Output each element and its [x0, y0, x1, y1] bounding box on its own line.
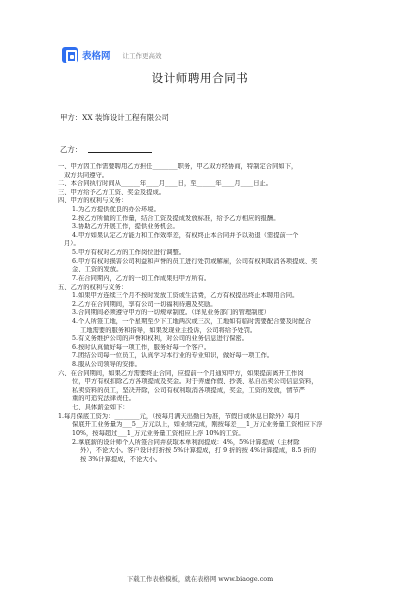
clause-line: 7.团结公司每一位员工，认真学习本行业的专业知识，做好每一项工作。 — [72, 352, 274, 360]
document-title: 设计师聘用合同书 — [151, 71, 249, 85]
clause-line: 3.合同期间必须遵守甲方的一切规章制度。（详见业务部门的管理制度） — [72, 309, 271, 317]
contract-body — [58, 163, 354, 464]
party-b-blank — [88, 145, 152, 153]
clause-line: 五、乙方的权利与义务： — [58, 283, 128, 291]
clause-line: 六、在合同期间，如果乙方需要终止合同，应提前一个月通知甲方，如果提前离开工作岗 — [58, 369, 304, 377]
brand-header — [62, 46, 162, 64]
party-b-label: 乙方： — [60, 145, 83, 154]
clause-line: 4.个人所签工地，一个星期至少下工地两次或三次，工地如有临时需要配合要及时配合 — [72, 317, 311, 325]
clause-line: 保底开工业务量为___5__万元以上，如业绩完成，刚按每差___1_万元业务量工资相应下浮 — [72, 421, 323, 429]
brand-slogan: 让工作更高效 — [122, 51, 162, 60]
clause-line: 1.为乙方提供优良的办公环境。 — [72, 206, 160, 214]
clause-line: 位，甲方有权扣除乙方各项提成及奖金。对于弄虚作假、抄袭、私自出卖公司信息资料， — [72, 378, 318, 386]
clause-line: 七、具体薪金如下： — [72, 404, 129, 412]
clause-line: 按 3%计算提成，不论大小。 — [80, 455, 162, 463]
clause-line: 6.按时认真做好每一项工作，服务好每一个客户。 — [72, 343, 211, 351]
clause-line: 2.按乙方所做的工作量，结合工资及提成发放标准，给予乙方相应的报酬。 — [72, 214, 280, 222]
clause-line: 2.拿底薪的设计师个人所签合同并获取本单利润提成：4%，5%计算提成（主材除 — [72, 438, 300, 446]
clause-line: 二、本合同执行时间从______年____月____日，至______年____月____日止。 — [58, 180, 273, 188]
clause-line: 3.协助乙方开展工作，提供业务机会。 — [72, 223, 179, 231]
clause-line: 重的可追究法律责任。 — [72, 395, 135, 403]
clause-line: 1.每月保底工资为：________元，（按每月满天出勤日为准，节假日或休息日除外）每月 — [58, 412, 301, 420]
logo-icon — [62, 47, 78, 63]
clause-line: 5.甲方有权对乙方的工作岗位进行调整。 — [72, 249, 186, 257]
clause-line: 月）。 — [64, 240, 80, 248]
party-a-line: 甲方：XX 装饰设计工程有限公司 — [60, 113, 169, 122]
clause-line: 四、甲方的权利与义务： — [58, 197, 128, 205]
clause-line: 一、甲方因工作需要聘用乙方担任________职务，甲乙双方经协商，特制定合同如下， — [58, 163, 298, 170]
clause-line: 10%，按每超过___1_万元业务量工资相应上浮 10%的工资。 — [72, 429, 245, 437]
clause-line: 4.甲方如果认定乙方能力和工作效率差，有权终止本合同并予以劝退（需提前一个 — [72, 231, 299, 239]
clause-line: 7.在合同期内，乙方的一切工作成果归甲方所有。 — [72, 274, 211, 282]
brand-name: 表格网 — [82, 51, 111, 62]
clause-line: 2.乙方在合同期间，享有公司一切福利待遇及奖励。 — [72, 300, 217, 308]
clause-line: 私卖资料的员工，坚决开除，公司有权利取消各项提成，奖金，工资的发放，情节严 — [72, 386, 305, 394]
clause-line: 8.服从公司领导的安排。 — [72, 361, 141, 369]
clause-line: 双方共同遵守。 — [64, 171, 109, 179]
clause-line: 三、甲方给予乙方工资、奖金及提成。 — [58, 188, 166, 196]
clause-line: 1.如果甲方连续三个月不按时发放工资或生活费，乙方有权提出终止本聘用合同。 — [72, 292, 299, 300]
party-b-line — [60, 144, 152, 155]
footer-note: 下载工作表格模板，就在表格网 www.biaoge.com — [126, 575, 274, 583]
clause-line: 外），不论大小。客户设计打折按 5%计算提成，打 9 折的按 4%计算提成，8.5 折的 — [80, 447, 317, 455]
clause-line: 工地需要的服务和指导，如果发现业主投诉，公司将给予处罚。 — [80, 326, 257, 334]
clause-line: 5.有义务维护公司的声誉和权利，对公司的业务信息进行保密。 — [72, 335, 249, 343]
clause-line: 金、工资的发放。 — [72, 266, 123, 274]
clause-line: 6.甲方有权对损害公司利益和声誉的员工进行处罚或解雇，公司有权利取消各项提成、奖 — [72, 257, 318, 265]
